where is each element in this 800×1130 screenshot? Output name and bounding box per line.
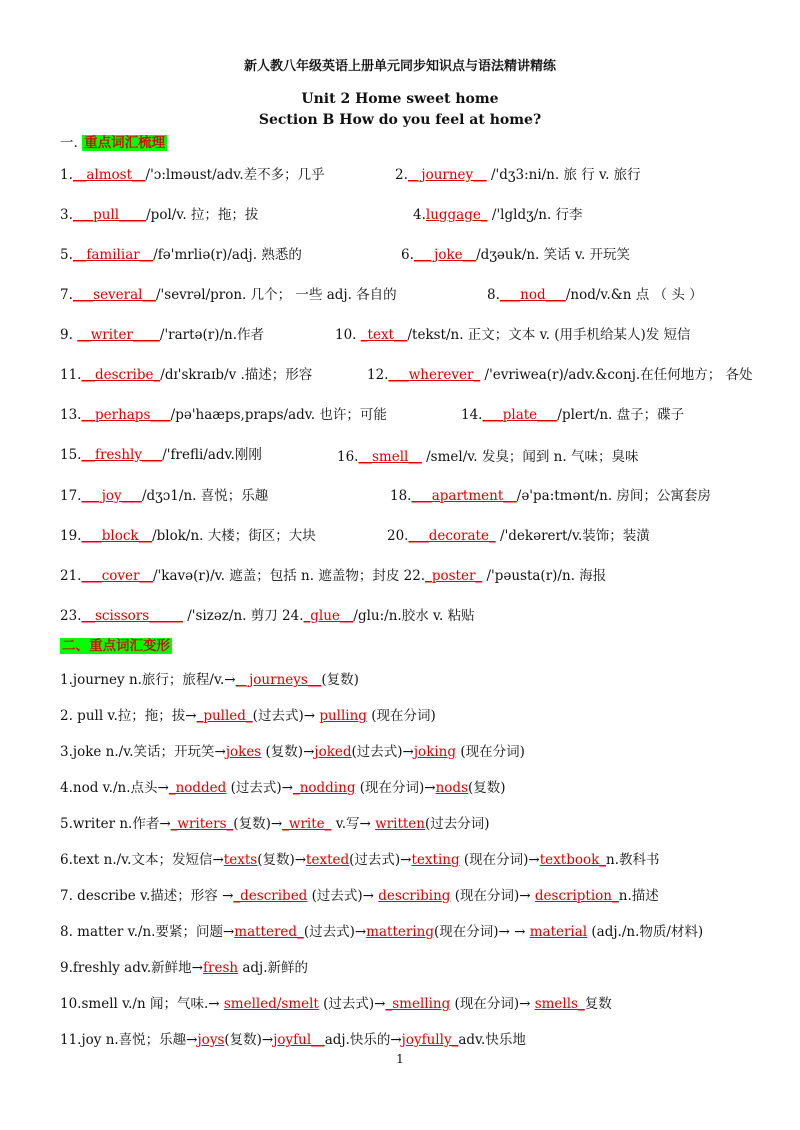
answer-text: mattered_: [234, 924, 304, 940]
answer-text: nods: [435, 780, 469, 796]
vocab-item: 10. _text__/tekst/n. 正文；文本 v. (用手机给某人)发 短信: [335, 327, 691, 343]
prompt-text: (复数)→: [224, 1032, 274, 1048]
vocab-item: 2.__journey__ /'dʒ3:ni/n. 旅 行 v. 旅行: [395, 167, 641, 183]
prompt-text: (现在分词)→: [450, 888, 535, 904]
prompt-text: v.写→: [331, 816, 376, 832]
prompt-text: 7. describe v.描述；形容 →: [60, 888, 234, 904]
answer-text: jokes: [225, 744, 262, 760]
prompt-text: 3.joke n./v.笑话；开玩笑→: [60, 744, 226, 760]
prompt-text: (复数)→: [261, 744, 315, 760]
word-form-line: [60, 815, 490, 833]
word-form-line: [60, 743, 525, 761]
vocab-item: 23.__scissors_____ /'sizəz/n. 剪刀 24._glue__/glu:/n.胶水 v. 粘贴: [60, 608, 475, 624]
answer-text: _nodding: [292, 780, 356, 796]
page-number: 1: [396, 1052, 404, 1066]
answer-text: texts: [223, 852, 258, 868]
prompt-text: 10.smell v./n 闻；气味.→: [60, 996, 224, 1012]
prompt-text: (复数): [468, 780, 506, 796]
answer-text: description_: [534, 888, 619, 904]
vocab-item: 11.__describe_/dɪ'skraɪb/v .描述；形容: [60, 367, 313, 383]
section-label: 重点词汇梳理: [84, 135, 166, 151]
prompt-text: adj.新鲜的: [238, 960, 309, 976]
document-title: 新人教八年级英语上册单元同步知识点与语法精讲精练: [243, 59, 556, 74]
prompt-text: 5.writer n.作者→: [60, 816, 171, 832]
answer-text: __journeys__: [235, 672, 322, 688]
prompt-text: 9.freshly adv.新鲜地→: [60, 960, 203, 976]
answer-text: describing: [378, 888, 451, 904]
answer-text: _smelling: [385, 996, 451, 1012]
word-form-line: [60, 779, 506, 797]
word-form-line: [60, 995, 612, 1013]
answer-text: fresh: [203, 960, 239, 976]
vocab-item: 18.___apartment__/ə'pa:tmənt/n. 房间；公寓套房: [390, 488, 711, 504]
prompt-text: n.描述: [618, 888, 659, 904]
answer-text: _writers_: [170, 816, 234, 832]
prompt-text: (现在分词): [366, 708, 436, 724]
word-form-line: [60, 707, 436, 725]
word-form-line: [60, 887, 659, 905]
answer-text: written: [375, 816, 425, 832]
vocab-item: 20.___decorate_ /'dekərert/v.装饰；装潢: [387, 528, 650, 544]
answer-text: mattering: [366, 924, 434, 940]
word-form-line: [60, 851, 660, 869]
prompt-text: 1.journey n.旅行；旅程/v.→: [60, 672, 236, 688]
vocab-item: 13.__perhaps___/pə'haæps,praps/adv. 也许；可能: [60, 407, 387, 423]
prompt-text: (过去式)→: [349, 852, 412, 868]
section-prefix: 一.: [60, 135, 78, 151]
prompt-text: n.教科书: [606, 852, 660, 868]
vocab-item: 9. __writer____/'rartə(r)/n.作者: [60, 327, 265, 343]
answer-text: joys: [197, 1032, 225, 1048]
prompt-text: (现在分词): [456, 744, 525, 760]
vocab-item: 12.___wherever_ /'evriwea(r)/adv.&conj.在任何地方； 各处: [367, 367, 753, 383]
word-form-line: [60, 671, 359, 689]
word-form-line: [60, 959, 308, 977]
prompt-text: (现在分词)→: [450, 996, 535, 1012]
answer-text: texting: [411, 852, 460, 868]
prompt-text: (现在分词)→: [459, 852, 540, 868]
vocab-item: 16.__smell__ /smel/v. 发臭；闻到 n. 气味；臭味: [337, 449, 639, 465]
prompt-text: (过去式)→: [307, 888, 379, 904]
vocab-item: 17.___joy___/dʒɔ1/n. 喜悦；乐趣: [60, 488, 269, 504]
answer-text: _write_: [282, 816, 332, 832]
prompt-text: (现在分词)→: [355, 780, 436, 796]
answer-text: joking: [413, 744, 457, 760]
answer-text: texted: [306, 852, 350, 868]
vocab-item: 19.___block__/blok/n. 大楼；街区；大块: [60, 528, 316, 544]
answer-text: pulling: [319, 708, 367, 724]
vocab-item: 1.__almost__/'ɔ:lməust/adv.差不多；几乎: [60, 167, 325, 183]
vocab-item: 14.___plate___/plert/n. 盘子；碟子: [461, 407, 685, 423]
prompt-text: (过去式)→: [252, 708, 320, 724]
prompt-text: 6.text n./v.文本；发短信→: [60, 852, 224, 868]
prompt-text: (过去式)→: [226, 780, 293, 796]
prompt-text: (复数): [321, 672, 359, 688]
answer-text: joyful__: [273, 1032, 325, 1048]
word-form-line: [60, 1031, 526, 1049]
answer-text: joked: [314, 744, 352, 760]
answer-text: joyfully_: [401, 1032, 459, 1048]
section-label: 二、重点词汇变形: [62, 638, 170, 654]
answer-text: material: [529, 924, 588, 940]
section-heading-vocab: [60, 134, 167, 152]
prompt-text: adv.快乐地: [458, 1032, 526, 1048]
vocab-item: 3.___pull____/pol/v. 拉；拖；拔: [60, 207, 259, 223]
prompt-text: (复数)→: [257, 852, 307, 868]
answer-text: _nodded: [168, 780, 227, 796]
vocab-item: 21.___cover__/'kavə(r)/v. 遮盖；包括 n. 遮盖物；封皮 22._poster_ /'pəusta(r)/n. 海报: [60, 568, 607, 584]
prompt-text: 11.joy n.喜悦；乐趣→: [60, 1032, 198, 1048]
answer-text: smells_: [534, 996, 585, 1012]
prompt-text: (adj./n.物质/材料): [587, 924, 704, 940]
section-title: Section B How do you feel at home?: [258, 112, 542, 128]
prompt-text: 4.nod v./n.点头→: [60, 780, 169, 796]
prompt-text: (过去分词): [425, 816, 490, 832]
vocab-item: 8.___nod___/nod/v.&n 点 （ 头 ）: [487, 287, 703, 303]
vocab-item: 5.__familiar__/fə'mrliə(r)/adj. 熟悉的: [60, 247, 302, 263]
vocab-item: 15.__freshly___/'frefli/adv.刚刚: [60, 447, 262, 463]
prompt-text: 复数: [584, 996, 612, 1012]
prompt-text: (现在分词)→ →: [433, 924, 530, 940]
vocab-item: 6.___joke__/dʒəuk/n. 笑话 v. 开玩笑: [401, 247, 631, 263]
prompt-text: (过去式)→: [318, 996, 386, 1012]
prompt-text: (过去式)→: [351, 744, 414, 760]
prompt-text: (过去式)→: [303, 924, 367, 940]
answer-text: textbook_: [539, 852, 607, 868]
prompt-text: 8. matter v./n.要紧；问题→: [60, 924, 235, 940]
section-heading-forms: [60, 637, 172, 655]
prompt-text: 2. pull v.拉；拖；拔→: [60, 708, 197, 724]
prompt-text: adj.快乐的→: [324, 1032, 402, 1048]
answer-text: _described: [233, 888, 308, 904]
word-form-line: [60, 923, 703, 941]
prompt-text: (复数)→: [233, 816, 283, 832]
vocab-item: 7.___several__/'sevrəl/pron. 几个； 一些 adj. 各自的: [60, 287, 397, 303]
unit-title: Unit 2 Home sweet home: [301, 91, 499, 107]
answer-text: _pulled_: [196, 708, 253, 724]
vocab-item: 4.luggage_ /'lgldʒ/n. 行李: [413, 207, 583, 223]
answer-text: smelled/smelt: [223, 996, 319, 1012]
